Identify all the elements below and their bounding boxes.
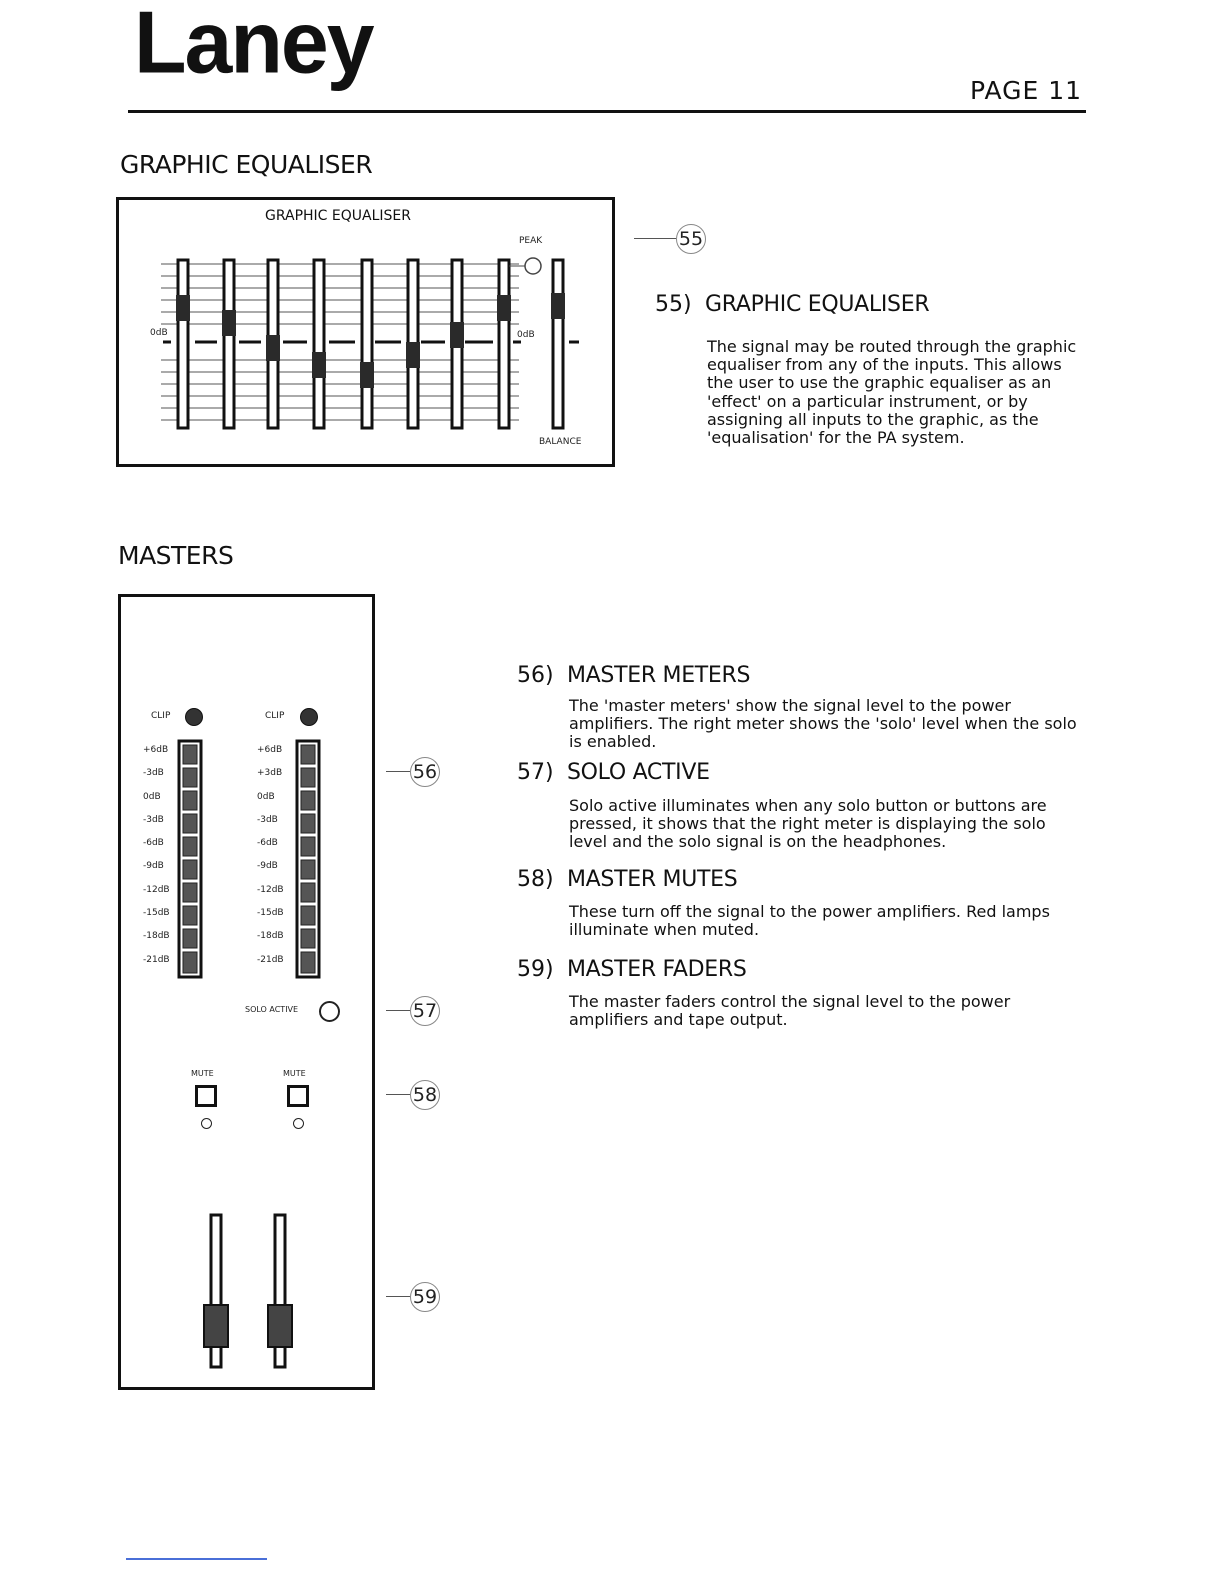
mute-label-right: MUTE (283, 1069, 306, 1078)
item-58-number: 58) (517, 867, 554, 892)
item-57-title: SOLO ACTIVE (567, 760, 710, 785)
meter-right-label: +3dB (257, 768, 283, 779)
item-59-number: 59) (517, 957, 554, 982)
meter-left-label: -6dB (143, 838, 164, 849)
master-fader-cap-right (268, 1305, 292, 1347)
header-rule (128, 110, 1086, 113)
item-55-number: 55) (655, 292, 692, 317)
item-55-title: GRAPHIC EQUALISER (705, 292, 930, 317)
clip-label-left: CLIP (151, 711, 171, 721)
meter-right-label: 0dB (257, 791, 275, 802)
geq-heading: GRAPHIC EQUALISER (120, 150, 373, 179)
meter-left-label: +6dB (143, 745, 169, 755)
meter-scale-left (143, 745, 179, 978)
balance-label: BALANCE (539, 437, 582, 447)
mute-lamp-right (293, 1118, 304, 1129)
item-56-number: 56) (517, 663, 554, 688)
callout-55: 55 (676, 224, 706, 254)
meter-left-label: 0dB (143, 791, 161, 802)
geq-panel (116, 197, 615, 467)
meter-right-label: -6dB (257, 838, 278, 849)
item-56-description: The 'master meters' show the signal level to the power amplifiers. The right meter shows the 'solo' level when the solo is enabled. (569, 696, 1077, 752)
mute-button-right[interactable] (287, 1085, 309, 1107)
master-meter-left (177, 739, 207, 981)
footer-line (126, 1558, 267, 1560)
meter-right-label: -18dB (257, 931, 284, 942)
master-meter-right (295, 739, 325, 981)
mute-button-left[interactable] (195, 1085, 217, 1107)
item-58-description: These turn off the signal to the power amplifiers. Red lamps illuminate when muted. (569, 902, 1050, 940)
meter-right-label: +6dB (257, 745, 283, 755)
brand-logo: Laney (134, 0, 373, 92)
item-55-description: The signal may be routed through the graphic equaliser from any of the inputs. This allows the user to use the graphic equaliser as an 'effect' on a particular instrument, or by assigning all inputs to the graphic, as the 'equalisation' for the PA system. (707, 337, 1077, 448)
meter-right-label: -12dB (257, 884, 284, 895)
meter-left-label: -9dB (143, 861, 164, 872)
callout-59: 59 (410, 1282, 440, 1312)
item-56-title: MASTER METERS (567, 663, 751, 688)
meter-left-label: -18dB (143, 931, 170, 942)
page-number: PAGE 11 (970, 76, 1083, 105)
master-fader-cap-left (204, 1305, 228, 1347)
meter-left-label: -21dB (143, 954, 170, 965)
peak-led (525, 258, 541, 274)
clip-led-right (300, 708, 318, 726)
item-59-description: The master faders control the signal level to the power amplifiers and tape output. (569, 992, 1011, 1030)
geq-panel-title: GRAPHIC EQUALISER (265, 208, 411, 224)
masters-panel (118, 594, 375, 1390)
meter-right-label: -9dB (257, 861, 278, 872)
master-faders (201, 1211, 321, 1373)
mute-lamp-left (201, 1118, 212, 1129)
item-59-title: MASTER FADERS (567, 957, 747, 982)
solo-active-label: SOLO ACTIVE (245, 1005, 299, 1014)
clip-label-right: CLIP (265, 711, 285, 721)
meter-right-label: -3dB (257, 814, 278, 825)
item-58-title: MASTER MUTES (567, 867, 738, 892)
masters-heading: MASTERS (118, 541, 234, 570)
meter-left-label: -3dB (143, 814, 164, 825)
meter-right-label: -15dB (257, 908, 284, 919)
item-57-description: Solo active illuminates when any solo button or buttons are pressed, it shows that the right meter is displaying the solo level and the solo signal is on the headphones. (569, 796, 1047, 852)
geq-fader-slots (178, 260, 563, 428)
meter-left-label: -3dB (143, 768, 164, 779)
clip-led-left (185, 708, 203, 726)
callout-58: 58 (410, 1080, 440, 1110)
geq-right-0db-label: 0dB (517, 330, 535, 340)
meter-left-label: -15dB (143, 908, 170, 919)
meter-scale-right (257, 745, 293, 978)
meter-left-label: -12dB (143, 884, 170, 895)
callout-57: 57 (410, 996, 440, 1026)
meter-right-label: -21dB (257, 954, 284, 965)
callout-56: 56 (410, 757, 440, 787)
geq-left-0db-label: 0dB (150, 328, 168, 338)
mute-label-left: MUTE (191, 1069, 214, 1078)
item-57-number: 57) (517, 760, 554, 785)
solo-active-led (319, 1001, 340, 1022)
peak-label: PEAK (519, 236, 543, 246)
geq-diagram (119, 200, 612, 464)
